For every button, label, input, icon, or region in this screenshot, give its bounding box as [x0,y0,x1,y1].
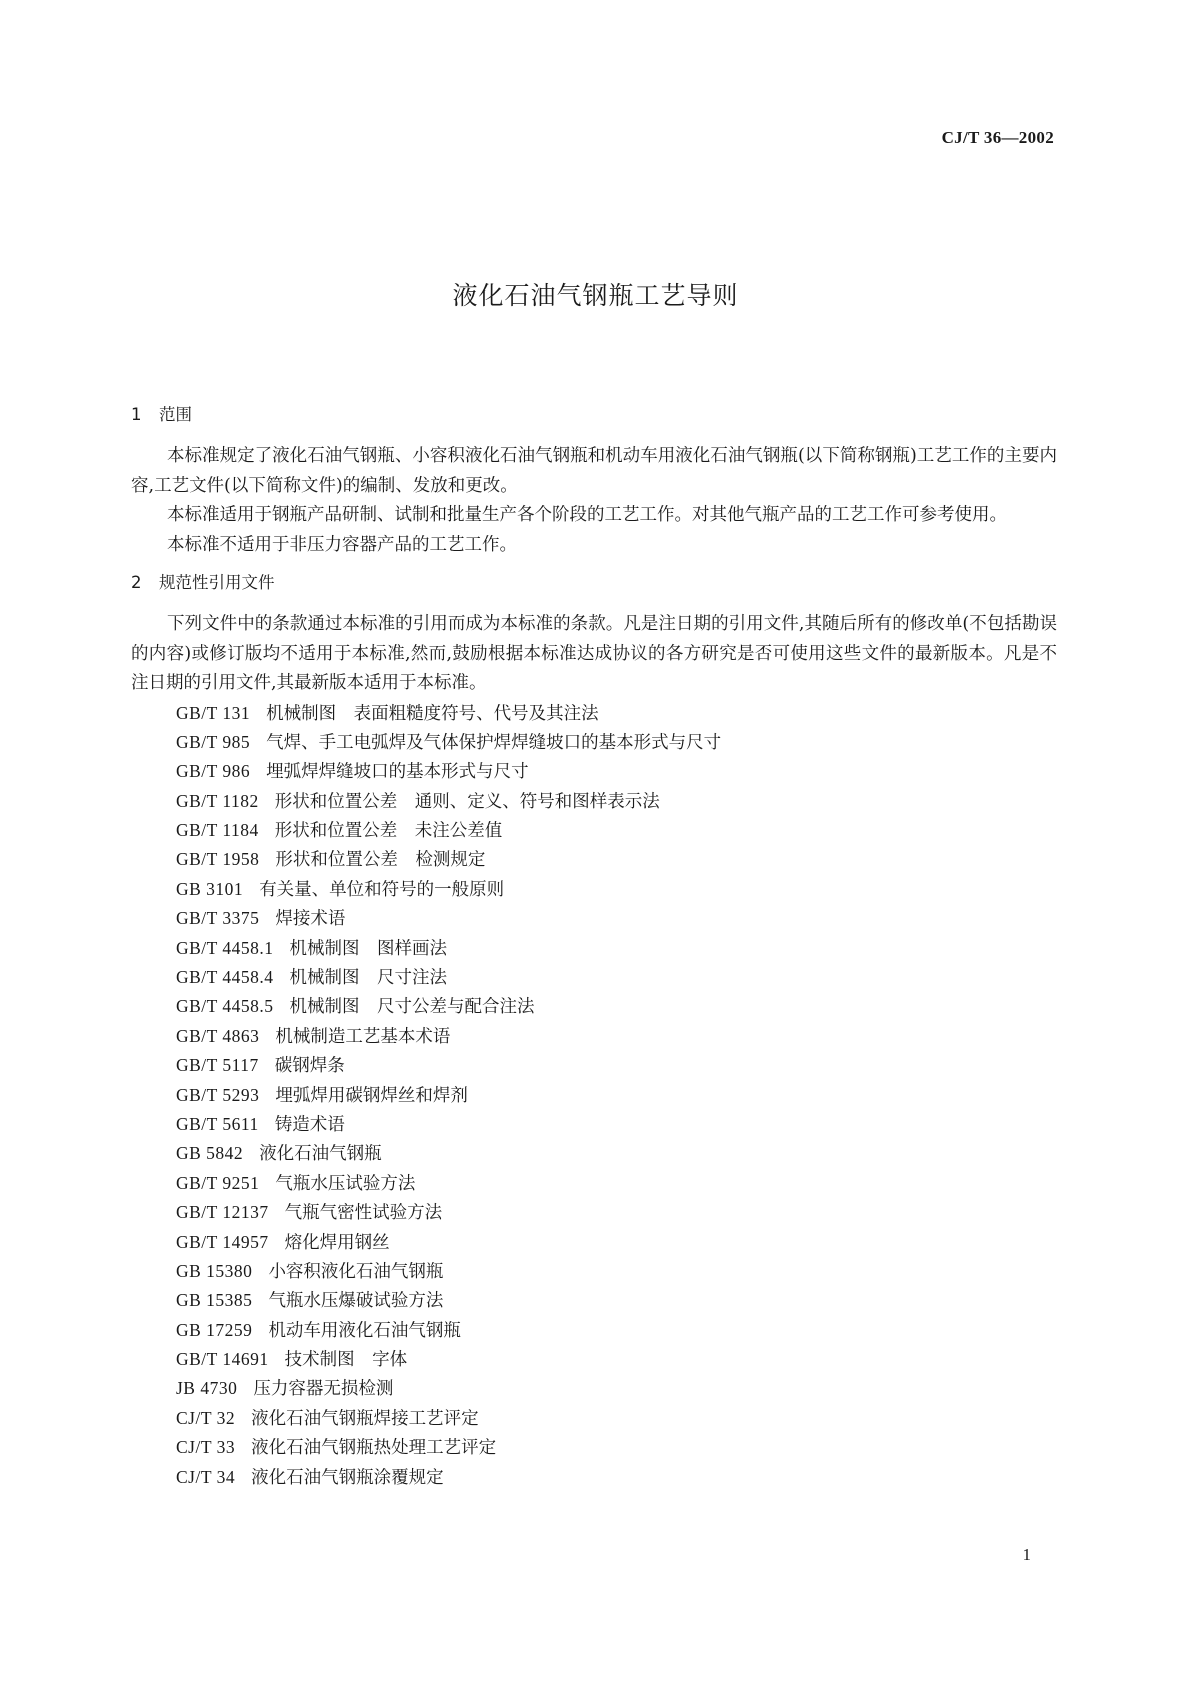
reference-title: 液化石油气钢瓶 [259,1144,382,1165]
reference-code: GB/T 4458.5 [176,996,274,1017]
reference-title: 埋弧焊用碳钢焊丝和焊剂 [275,1085,468,1106]
reference-item [131,1169,1057,1198]
reference-item [131,904,1057,933]
normative-refs-intro: 下列文件中的条款通过本标准的引用而成为本标准的条款。凡是注日期的引用文件,其随后所有的修改单(不包括勘误的内容)或修订版均不适用于本标准,然而,鼓励根据本标准达成协议的各方研究是否可使用这些文件的最新版本。凡是不注日期的引用文件,其最新版本适用于本标准。 [131,614,1057,693]
reference-title: 形状和位置公差 检测规定 [275,850,486,871]
reference-item [131,757,1057,786]
reference-item [131,963,1057,992]
reference-title: 气焊、手工电弧焊及气体保护焊焊缝坡口的基本形式与尺寸 [266,732,722,753]
reference-code: GB 17259 [176,1319,253,1340]
reference-code: GB/T 4458.1 [176,937,274,958]
reference-code: GB 3101 [176,878,244,899]
standard-code: CJ/T 36—2002 [941,128,1054,147]
reference-title: 碳钢焊条 [274,1056,345,1077]
reference-title: 液化石油气钢瓶涂覆规定 [251,1467,444,1488]
section-2-number: 2 [131,573,142,592]
reference-item [131,1051,1057,1080]
reference-code: GB 5842 [176,1143,244,1164]
reference-item [131,845,1057,874]
reference-code: CJ/T 34 [176,1466,236,1487]
section-2-title: 规范性引用文件 [159,573,275,592]
reference-item [131,1022,1057,1051]
document-title: 液化石油气钢瓶工艺导则 [452,281,739,310]
reference-title: 机械制图 图样画法 [289,938,448,959]
reference-title: 技术制图 字体 [284,1350,408,1371]
reference-title: 形状和位置公差 通则、定义、符号和图样表示法 [274,791,660,812]
reference-item [131,1433,1057,1462]
reference-code: GB/T 985 [176,731,251,752]
scope-paragraph-3: 本标准不适用于非压力容器产品的工艺工作。 [167,534,517,555]
scope-paragraph-2: 本标准适用于钢瓶产品研制、试制和批量生产各个阶段的工艺工作。对其他气瓶产品的工艺工作可参考使用。 [167,505,1007,525]
reference-item [131,1345,1057,1374]
reference-code: GB/T 9251 [176,1172,260,1193]
reference-item [131,1228,1057,1257]
reference-item [131,728,1057,757]
reference-code: GB/T 131 [176,702,251,723]
reference-title: 气瓶水压试验方法 [275,1173,416,1194]
section-1-heading [131,400,1057,430]
reference-code: CJ/T 32 [176,1407,236,1428]
reference-title: 小容积液化石油气钢瓶 [268,1261,444,1282]
reference-code: GB/T 14957 [176,1231,269,1252]
reference-code: GB/T 5293 [176,1084,260,1105]
section-2-heading [131,568,1057,598]
section-1-title: 范围 [159,405,192,424]
reference-item [131,1139,1057,1168]
reference-code: GB/T 1182 [176,790,259,811]
reference-title: 气瓶水压爆破试验方法 [268,1291,444,1312]
reference-title: 机动车用液化石油气钢瓶 [268,1320,461,1341]
reference-item [131,1404,1057,1433]
reference-title: 机械制造工艺基本术语 [275,1026,451,1047]
reference-code: GB/T 3375 [176,908,260,929]
reference-title: 有关量、单位和符号的一般原则 [259,879,505,900]
reference-code: GB/T 1958 [176,849,260,870]
reference-item [131,816,1057,845]
reference-code: CJ/T 33 [176,1437,236,1458]
reference-code: GB 15385 [176,1290,253,1311]
reference-code: GB/T 12137 [176,1202,269,1223]
reference-title: 液化石油气钢瓶焊接工艺评定 [251,1408,479,1429]
section-1-number: 1 [131,405,142,424]
reference-code: GB/T 4458.4 [176,967,274,988]
page-number: 1 [1022,1545,1031,1564]
reference-item [131,992,1057,1021]
reference-title: 形状和位置公差 未注公差值 [274,821,503,842]
reference-code: GB/T 14691 [176,1349,269,1370]
reference-code: GB/T 986 [176,761,251,782]
reference-code: GB/T 1184 [176,820,259,841]
reference-item [131,1374,1057,1403]
reference-title: 焊接术语 [275,909,346,930]
reference-item [131,1463,1057,1492]
reference-item [131,1198,1057,1227]
reference-title: 铸造术语 [274,1114,345,1135]
reference-item [131,787,1057,816]
reference-list [131,699,1057,1493]
reference-item [131,699,1057,728]
reference-title: 液化石油气钢瓶热处理工艺评定 [251,1438,497,1459]
reference-title: 气瓶气密性试验方法 [284,1203,443,1224]
reference-title: 机械制图 表面粗糙度符号、代号及其注法 [266,703,599,724]
scope-paragraph-1: 本标准规定了液化石油气钢瓶、小容积液化石油气钢瓶和机动车用液化石油气钢瓶(以下简称钢瓶)工艺工作的主要内容,工艺文件(以下简称文件)的编制、发放和更改。 [131,446,1057,496]
reference-code: GB/T 5117 [176,1055,259,1076]
reference-item [131,934,1057,963]
reference-code: GB/T 4863 [176,1025,260,1046]
reference-title: 机械制图 尺寸注法 [289,968,448,989]
reference-item [131,1110,1057,1139]
reference-item [131,1257,1057,1286]
reference-title: 埋弧焊焊缝坡口的基本形式与尺寸 [266,762,529,783]
reference-title: 压力容器无损检测 [253,1379,394,1400]
document-body [131,400,1057,1492]
reference-title: 熔化焊用钢丝 [284,1232,390,1253]
reference-code: JB 4730 [176,1378,238,1399]
reference-item [131,1286,1057,1315]
reference-item [131,1316,1057,1345]
reference-code: GB 15380 [176,1260,253,1281]
reference-code: GB/T 5611 [176,1113,259,1134]
reference-item [131,1081,1057,1110]
reference-title: 机械制图 尺寸公差与配合注法 [289,997,535,1018]
reference-item [131,875,1057,904]
